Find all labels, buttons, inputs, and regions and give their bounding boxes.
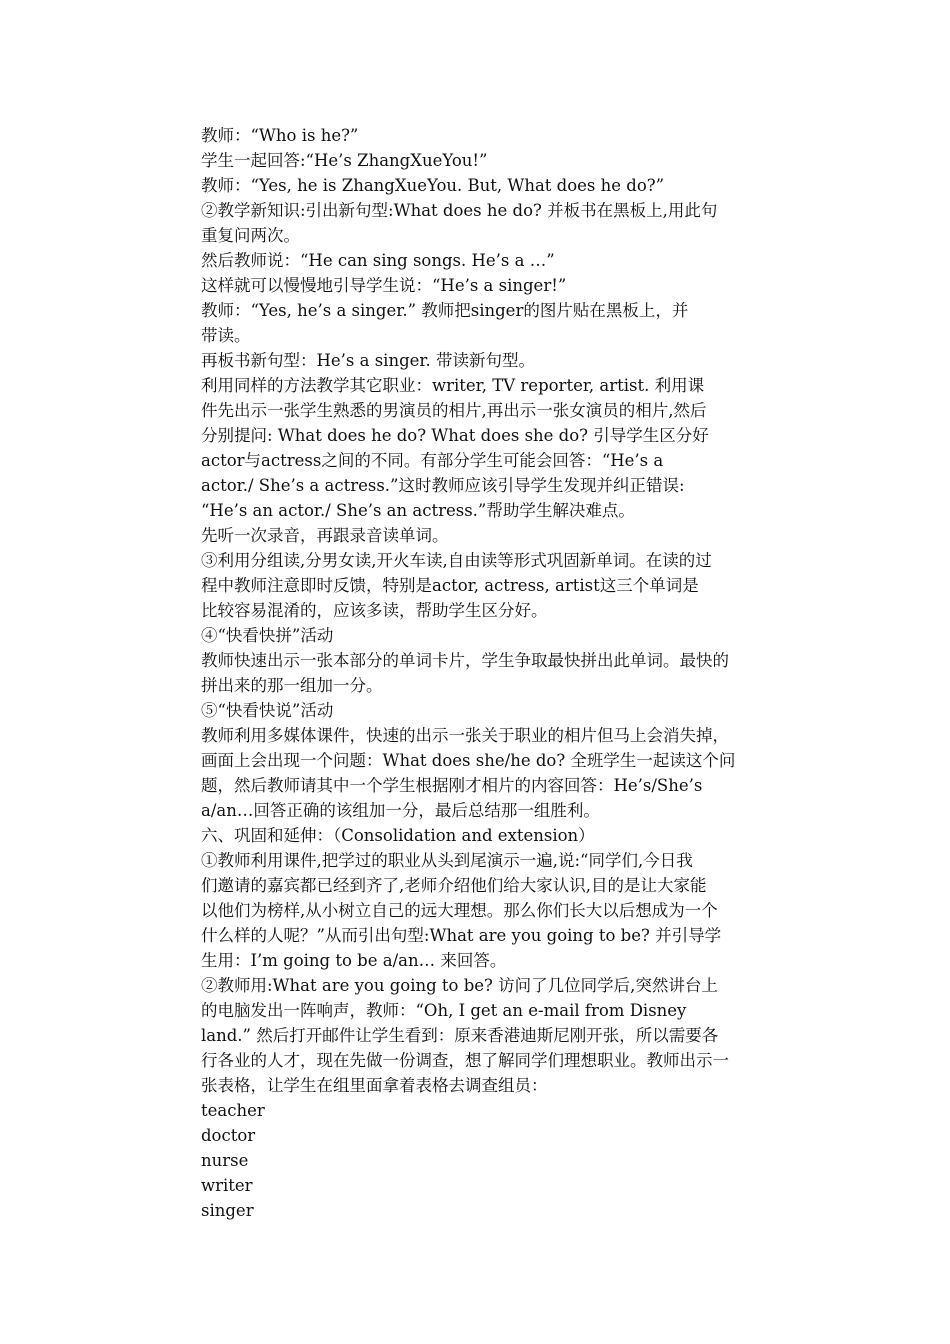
- text-line: writer: [201, 1176, 253, 1195]
- text-line: 件先出示一张学生熟悉的男演员的相片,再出示一张女演员的相片,然后: [201, 401, 707, 420]
- text-line: 学生一起回答:“He’s ZhangXueYou!”: [201, 151, 488, 170]
- text-line: 教师利用多媒体课件，快速的出示一张关于职业的相片但马上会消失掉，: [201, 726, 729, 745]
- text-line: ②教学新知识:引出新句型:What does he do? 并板书在黑板上,用此句: [201, 201, 718, 220]
- text-line: 教师快速出示一张本部分的单词卡片，学生争取最快拼出此单词。最快的: [201, 651, 729, 670]
- text-line: ①教师利用课件,把学过的职业从头到尾演示一遍,说:“同学们,今日我: [201, 851, 693, 870]
- text-line: nurse: [201, 1151, 249, 1170]
- text-line: 带读。: [201, 326, 251, 345]
- text-line: 六、巩固和延伸：（Consolidation and extension）: [201, 826, 595, 845]
- text-line: “He’s an actor./ She’s an actress.”帮助学生解决难点。: [201, 501, 635, 520]
- text-line: 分别提问: What does he do? What does she do? 引导学生区分好: [201, 426, 709, 445]
- text-line: 比较容易混淆的，应该多读，帮助学生区分好。: [201, 601, 548, 620]
- text-line: 教师：“Who is he?”: [201, 126, 359, 145]
- text-line: 重复问两次。: [201, 226, 300, 245]
- text-line: 行各业的人才，现在先做一份调查，想了解同学们理想职业。教师出示一: [201, 1051, 729, 1070]
- document-page: [201, 123, 813, 1223]
- text-line: a/an…回答正确的该组加一分，最后总结那一组胜利。: [201, 801, 600, 820]
- text-line: 的电脑发出一阵响声，教师：“Oh, I get an e-mail from Disney: [201, 1001, 687, 1020]
- text-line: 画面上会出现一个问题：What does she/he do? 全班学生一起读这个问: [201, 751, 736, 770]
- text-line: actor./ She’s a actress.”这时教师应该引导学生发现并纠正错误:: [201, 476, 685, 495]
- text-line: 拼出来的那一组加一分。: [201, 676, 383, 695]
- text-line: singer: [201, 1201, 254, 1220]
- text-line: 教师：“Yes, he’s a singer.” 教师把singer的图片贴在黑板上，并: [201, 301, 689, 320]
- text-line: ⑤“快看快说”活动: [201, 701, 334, 720]
- text-line: 程中教师注意即时反馈，特别是actor, actress, artist这三个单词是: [201, 576, 699, 595]
- text-line: 生用：I’m going to be a/an… 来回答。: [201, 951, 507, 970]
- text-line: ④“快看快拼”活动: [201, 626, 334, 645]
- text-line: 这样就可以慢慢地引导学生说：“He’s a singer!”: [201, 276, 567, 295]
- text-line: 什么样的人呢？”从而引出句型:What are you going to be? 并引导学: [201, 926, 722, 945]
- text-line: land.” 然后打开邮件让学生看到：原来香港迪斯尼刚开张，所以需要各: [201, 1026, 719, 1045]
- text-line: teacher: [201, 1101, 265, 1120]
- text-line: actor与actress之间的不同。有部分学生可能会回答：“He’s a: [201, 451, 664, 470]
- text-line: 再板书新句型：He’s a singer. 带读新句型。: [201, 351, 535, 370]
- text-line: 教师：“Yes, he is ZhangXueYou. But, What does he do?”: [201, 176, 665, 195]
- text-line: ②教师用:What are you going to be? 访问了几位同学后,突然讲台上: [201, 976, 718, 995]
- text-line: 张表格，让学生在组里面拿着表格去调查组员：: [201, 1076, 548, 1095]
- text-line: ③利用分组读,分男女读,开火车读,自由读等形式巩固新单词。在读的过: [201, 551, 712, 570]
- text-line: 以他们为榜样,从小树立自己的远大理想。那么你们长大以后想成为一个: [201, 901, 718, 920]
- text-line: 利用同样的方法教学其它职业：writer, TV reporter, artist. 利用课: [201, 376, 705, 395]
- text-line: 先听一次录音，再跟录音读单词。: [201, 526, 449, 545]
- text-line: 然后教师说：“He can sing songs. He’s a …”: [201, 251, 555, 270]
- text-line: 题，然后教师请其中一个学生根据刚才相片的内容回答：He’s/She’s: [201, 776, 703, 795]
- text-line: doctor: [201, 1126, 256, 1145]
- text-line: 们邀请的嘉宾都已经到齐了,老师介绍他们给大家认识,目的是让大家能: [201, 876, 707, 895]
